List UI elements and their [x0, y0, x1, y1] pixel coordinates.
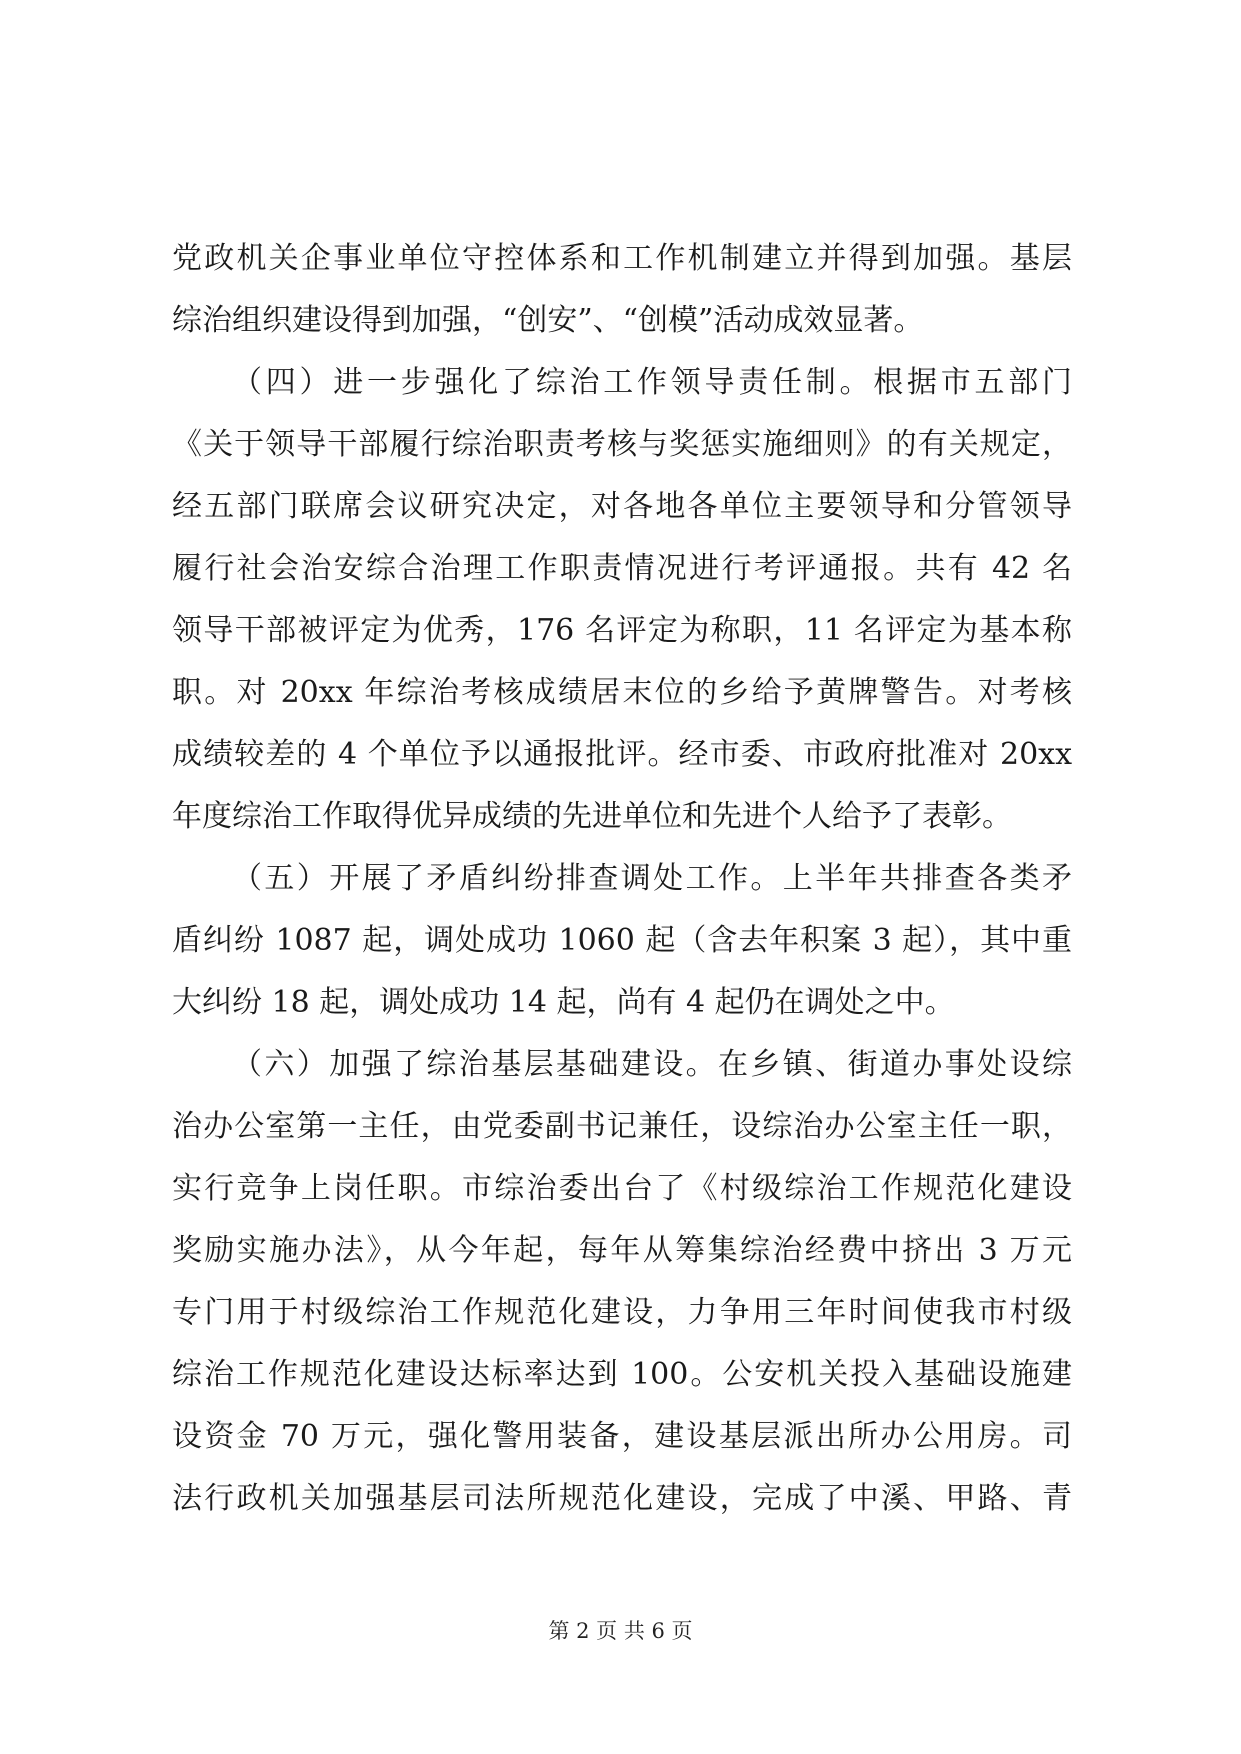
text-line: 职。对 20xx 年综治考核成绩居末位的乡给予黄牌警告。对考核 — [172, 675, 1072, 710]
text-line: 履行社会治安综合治理工作职责情况进行考评通报。共有 42 名 — [172, 551, 1072, 586]
text-line: 实行竞争上岗任职。市综治委出台了《村级综治工作规范化建设 — [172, 1171, 1072, 1206]
text-line: （四）进一步强化了综治工作领导责任制。根据市五部门 — [232, 365, 1072, 400]
text-line: 《关于领导干部履行综治职责考核与奖惩实施细则》的有关规定， — [172, 427, 1072, 462]
text-line: 奖励实施办法》，从今年起，每年从筹集综治经费中挤出 3 万元 — [172, 1233, 1072, 1268]
text-line: 设资金 70 万元，强化警用装备，建设基层派出所办公用房。司 — [172, 1419, 1072, 1454]
text-line: 经五部门联席会议研究决定，对各地各单位主要领导和分管领导 — [172, 489, 1072, 524]
text-line: 综治组织建设得到加强，“创安”、“创模”活动成效显著。 — [172, 303, 924, 338]
text-line: （五）开展了矛盾纠纷排查调处工作。上半年共排查各类矛 — [232, 861, 1072, 896]
text-line: （六）加强了综治基层基础建设。在乡镇、街道办事处设综 — [232, 1047, 1072, 1082]
text-line: 治办公室第一主任，由党委副书记兼任，设综治办公室主任一职， — [172, 1109, 1072, 1144]
text-line: 年度综治工作取得优异成绩的先进单位和先进个人给予了表彰。 — [172, 799, 1012, 834]
page-number: 第 2 页 共 6 页 — [548, 1619, 693, 1643]
text-line: 盾纠纷 1087 起，调处成功 1060 起（含去年积案 3 起），其中重 — [172, 923, 1072, 958]
text-line: 大纠纷 18 起，调处成功 14 起，尚有 4 起仍在调处之中。 — [172, 985, 955, 1020]
text-line: 成绩较差的 4 个单位予以通报批评。经市委、市政府批准对 20xx — [172, 737, 1072, 772]
text-line: 专门用于村级综治工作规范化建设，力争用三年时间使我市村级 — [172, 1295, 1072, 1330]
text-line: 法行政机关加强基层司法所规范化建设，完成了中溪、甲路、青 — [172, 1481, 1072, 1516]
body-text — [172, 228, 1072, 1530]
text-line: 党政机关企事业单位守控体系和工作机制建立并得到加强。基层 — [172, 241, 1072, 276]
text-line: 综治工作规范化建设达标率达到 100。公安机关投入基础设施建 — [172, 1357, 1072, 1392]
text-line: 领导干部被评定为优秀，176 名评定为称职，11 名评定为基本称 — [172, 613, 1072, 648]
